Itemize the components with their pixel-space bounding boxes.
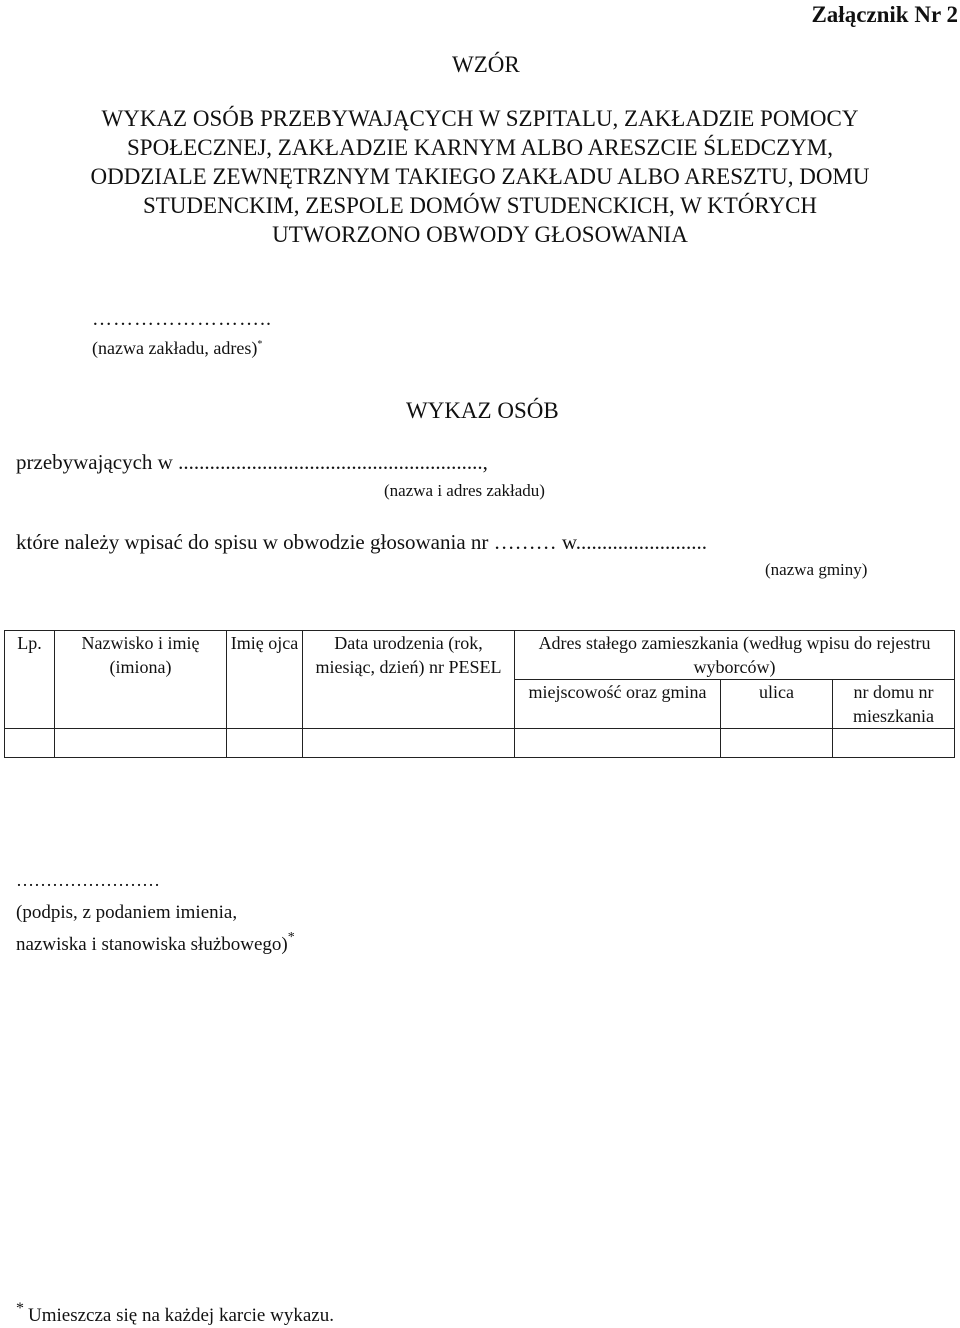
table-cell: [303, 729, 515, 758]
footnote-marker: *: [287, 930, 295, 945]
table-cell: [721, 729, 833, 758]
footnote: [16, 1300, 334, 1327]
template-label: WZÓR: [452, 52, 520, 77]
header-father-name: Imię ojca: [227, 631, 303, 729]
title-line: ODDZIALE ZEWNĘTRZNYM TAKIEGO ZAKŁADU ALBO ARESZTU, DOMU: [90, 164, 870, 189]
title-line: SPOŁECZNEJ, ZAKŁADZIE KARNYM ALBO ARESZCIE ŚLEDCZYM,: [127, 135, 833, 160]
signature-label-text: nazwiska i stanowiska służbowego): [16, 934, 288, 955]
table-row: [5, 729, 955, 758]
title-line: WYKAZ OSÓB PRZEBYWAJĄCYCH W SZPITALU, ZAKŁADZIE POMOCY: [101, 106, 859, 131]
signature-label: [16, 900, 295, 957]
footnote-marker: *: [257, 339, 263, 350]
table-header-row: [5, 631, 955, 680]
staying-line: przebywających w ..........................................................,: [16, 450, 488, 474]
header-name: Nazwisko i imię (imiona): [55, 631, 227, 729]
header-locality: miejscowość oraz gmina: [515, 680, 721, 729]
signature-label-line: [16, 925, 295, 957]
table-cell: [515, 729, 721, 758]
title-line: STUDENCKIM, ZESPOLE DOMÓW STUDENCKICH, W KTÓRYCH: [142, 193, 818, 218]
commune-hint: (nazwa gminy): [765, 560, 868, 579]
table-cell: [227, 729, 303, 758]
institution-dots: ……………………..: [92, 308, 272, 330]
institution-name-hint: (nazwa i adres zakładu): [384, 481, 545, 500]
header-birth-date: Data urodzenia (rok, miesiąc, dzień) nr PESEL: [303, 631, 515, 729]
signature-dots: ……………………: [16, 870, 160, 890]
header-address: Adres stałego zamieszkania (według wpisu do rejestru wyborców): [515, 631, 955, 680]
header-street: ulica: [721, 680, 833, 729]
document-title: [0, 104, 960, 249]
table-cell: [833, 729, 955, 758]
table-cell: [5, 729, 55, 758]
signature-label-line: (podpis, z podaniem imienia,: [16, 902, 238, 923]
footnote-marker: *: [16, 1300, 24, 1317]
table-cell: [55, 729, 227, 758]
voters-table: [4, 630, 955, 758]
header-lp: Lp.: [5, 631, 55, 729]
footnote-text: Umieszcza się na każdej karcie wykazu.: [28, 1305, 334, 1326]
list-heading: WYKAZ OSÓB: [406, 398, 559, 423]
header-house-number: nr domu nr mieszkania: [833, 680, 955, 729]
annex-label: Załącznik Nr 2: [811, 2, 958, 27]
title-line: UTWORZONO OBWODY GŁOSOWANIA: [272, 222, 688, 247]
institution-label: [92, 338, 262, 359]
district-line: które należy wpisać do spisu w obwodzie głosowania nr ……… w.........................: [16, 530, 707, 554]
institution-label-text: (nazwa zakładu, adres): [92, 338, 258, 358]
